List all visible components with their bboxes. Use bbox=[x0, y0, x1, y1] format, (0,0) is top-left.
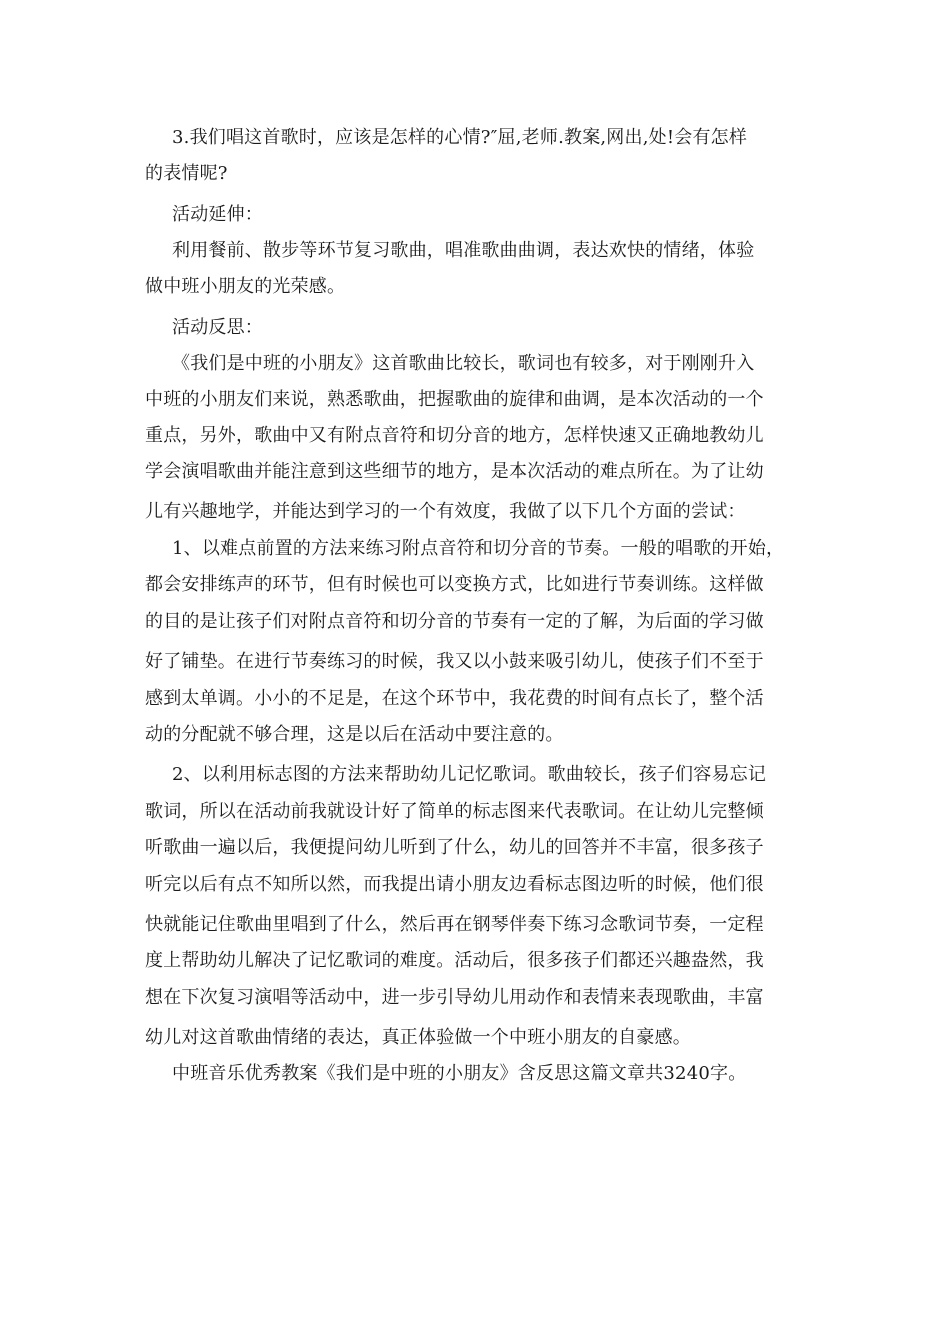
paragraph-line: 儿有兴趣地学，并能达到学习的一个有效度，我做了以下几个方面的尝试： bbox=[145, 501, 746, 522]
paragraph-line: 做中班小朋友的光荣感。 bbox=[145, 276, 346, 297]
paragraph-line: 想在下次复习演唱等活动中，进一步引导幼儿用动作和表情来表现歌曲，丰富 bbox=[145, 987, 764, 1008]
paragraph-line: 都会安排练声的环节，但有时候也可以变换方式，比如进行节奏训练。这样做 bbox=[145, 574, 764, 595]
paragraph-line: 1、以难点前置的方法来练习附点音符和切分音的节奏。一般的唱歌的开始， bbox=[172, 538, 785, 559]
paragraph-line: 2、以利用标志图的方法来帮助幼儿记忆歌词。歌曲较长，孩子们容易忘记 bbox=[172, 764, 767, 785]
paragraph-line: 快就能记住歌曲里唱到了什么，然后再在钢琴伴奏下练习念歌词节奏，一定程 bbox=[145, 914, 764, 935]
paragraph-line: 中班的小朋友们来说，熟悉歌曲，把握歌曲的旋律和曲调，是本次活动的一个 bbox=[145, 389, 764, 410]
paragraph-line: 度上帮助幼儿解决了记忆歌词的难度。活动后，很多孩子们都还兴趣盎然，我 bbox=[145, 950, 764, 971]
paragraph-line: 好了铺垫。在进行节奏练习的时候，我又以小鼓来吸引幼儿，使孩子们不至于 bbox=[145, 651, 764, 672]
paragraph-line: 的目的是让孩子们对附点音符和切分音的节奏有一定的了解，为后面的学习做 bbox=[145, 611, 764, 632]
paragraph-line: 3.我们唱这首歌时，应该是怎样的心情?″屈,老师.教案,网出,处!会有怎样 bbox=[172, 127, 748, 148]
paragraph-line: 利用餐前、散步等环节复习歌曲，唱准歌曲曲调，表达欢快的情绪，体验 bbox=[172, 240, 755, 261]
paragraph-line: 听完以后有点不知所以然，而我提出请小朋友边看标志图边听的时候，他们很 bbox=[145, 874, 764, 895]
paragraph-line: 重点，另外，歌曲中又有附点音符和切分音的地方，怎样快速又正确地教幼儿 bbox=[145, 425, 764, 446]
paragraph-line: 动的分配就不够合理，这是以后在活动中要注意的。 bbox=[145, 724, 564, 745]
paragraph-line: 听歌曲一遍以后，我便提问幼儿听到了什么，幼儿的回答并不丰富，很多孩子 bbox=[145, 837, 764, 858]
paragraph-line: 幼儿对这首歌曲情绪的表达，真正体验做一个中班小朋友的自豪感。 bbox=[145, 1027, 691, 1048]
paragraph-line: 歌词，所以在活动前我就设计好了简单的标志图来代表歌词。在让幼儿完整倾 bbox=[145, 801, 764, 822]
paragraph-line: 的表情呢? bbox=[145, 163, 228, 184]
section-heading: 活动反思： bbox=[172, 317, 263, 338]
paragraph-line: 《我们是中班的小朋友》这首歌曲比较长，歌词也有较多，对于刚刚升入 bbox=[172, 353, 755, 374]
word-count-note: 中班音乐优秀教案《我们是中班的小朋友》含反思这篇文章共3240字。 bbox=[172, 1063, 747, 1084]
paragraph-line: 学会演唱歌曲并能注意到这些细节的地方，是本次活动的难点所在。为了让幼 bbox=[145, 461, 764, 482]
paragraph-line: 感到太单调。小小的不足是，在这个环节中，我花费的时间有点长了，整个活 bbox=[145, 688, 764, 709]
section-heading: 活动延伸： bbox=[172, 204, 263, 225]
